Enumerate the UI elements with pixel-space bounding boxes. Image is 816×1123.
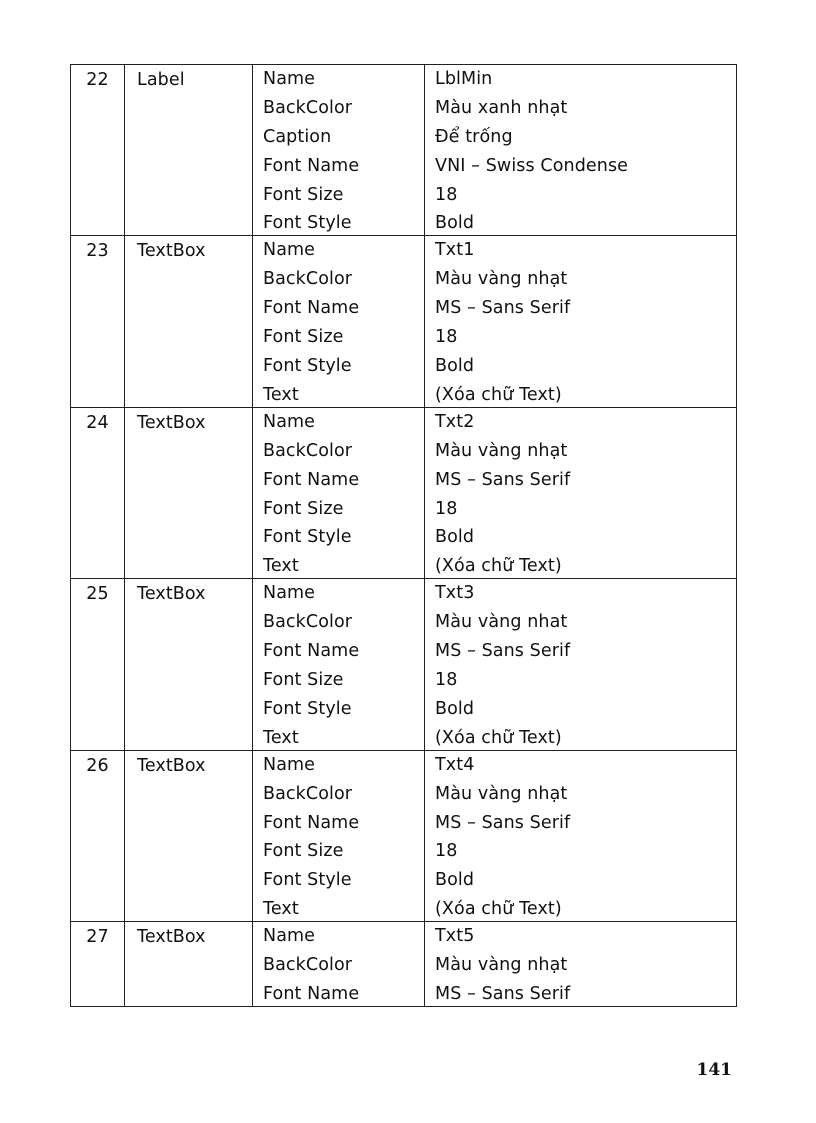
- property-value: Bold: [435, 213, 475, 234]
- property-value: 18: [435, 184, 458, 205]
- property-value: Txt4: [435, 754, 475, 775]
- property-name: BackColor: [263, 955, 353, 976]
- property-name: Font Size: [263, 841, 344, 862]
- property-name: BackColor: [263, 269, 353, 290]
- property-name: Font Size: [263, 670, 344, 691]
- property-name: Font Style: [263, 698, 352, 719]
- property-value: Màu vàng nhạt: [435, 269, 568, 290]
- property-value: LblMin: [435, 69, 493, 89]
- property-name: Font Style: [263, 527, 352, 548]
- property-values: [425, 922, 737, 1007]
- property-name: Name: [263, 583, 316, 604]
- property-table-body: [71, 65, 737, 1007]
- property-name: Name: [263, 69, 316, 89]
- property-names: [253, 922, 425, 1007]
- property-names: [253, 236, 425, 407]
- property-name: Font Name: [263, 298, 360, 319]
- property-name: Text: [263, 727, 299, 748]
- row-number: 24: [71, 407, 125, 578]
- property-value: 18: [435, 670, 458, 691]
- property-name: Font Style: [263, 213, 352, 234]
- property-name: Font Name: [263, 812, 360, 833]
- property-value: MS – Sans Serif: [435, 298, 571, 319]
- row-number: 26: [71, 750, 125, 921]
- row-number: 22: [71, 65, 125, 236]
- property-values: [425, 750, 737, 921]
- property-names: [253, 750, 425, 921]
- property-values: [425, 579, 737, 750]
- property-name: Text: [263, 384, 299, 405]
- property-name: BackColor: [263, 440, 353, 461]
- property-value: Txt3: [435, 583, 475, 604]
- property-value: Bold: [435, 527, 475, 548]
- property-value: Txt5: [435, 926, 475, 947]
- property-values: [425, 407, 737, 578]
- control-type: TextBox: [125, 236, 253, 407]
- row-number: 23: [71, 236, 125, 407]
- property-value: Màu vàng nhat: [435, 612, 568, 633]
- property-name: Font Size: [263, 498, 344, 519]
- property-value: Màu vàng nhạt: [435, 440, 568, 461]
- control-type: TextBox: [125, 407, 253, 578]
- property-value: Bold: [435, 356, 475, 377]
- property-value: (Xóa chữ Text): [435, 384, 562, 405]
- control-type: TextBox: [125, 750, 253, 921]
- table-row: [71, 750, 737, 921]
- property-name: Font Name: [263, 469, 360, 490]
- property-name: Font Name: [263, 641, 360, 662]
- table-row: [71, 579, 737, 750]
- property-name: Text: [263, 556, 299, 577]
- control-type: TextBox: [125, 922, 253, 1007]
- property-names: [253, 65, 425, 236]
- property-values: [425, 65, 737, 236]
- property-value: Màu xanh nhạt: [435, 97, 568, 118]
- property-values: [425, 236, 737, 407]
- row-number: 25: [71, 579, 125, 750]
- table-row: [71, 236, 737, 407]
- property-value: MS – Sans Serif: [435, 641, 571, 662]
- property-value: Txt2: [435, 411, 475, 432]
- property-value: MS – Sans Serif: [435, 812, 571, 833]
- property-value: Txt1: [435, 240, 475, 261]
- property-name: Font Style: [263, 870, 352, 891]
- property-names: [253, 579, 425, 750]
- property-value: MS – Sans Serif: [435, 469, 571, 490]
- property-names: [253, 407, 425, 578]
- table-row: [71, 922, 737, 1007]
- property-name: Font Name: [263, 984, 360, 1005]
- property-name: Font Name: [263, 155, 360, 176]
- property-value: 18: [435, 841, 458, 862]
- property-value: Bold: [435, 698, 475, 719]
- property-name: Font Size: [263, 184, 344, 205]
- property-name: Name: [263, 754, 316, 775]
- property-value: Màu vàng nhạt: [435, 955, 568, 976]
- property-table: [70, 64, 737, 1007]
- property-name: BackColor: [263, 97, 353, 118]
- property-value: 18: [435, 327, 458, 348]
- property-value: Bold: [435, 870, 475, 891]
- property-value: Để trống: [435, 126, 513, 147]
- property-name: BackColor: [263, 783, 353, 804]
- property-value: VNI – Swiss Condense: [435, 155, 629, 176]
- control-type: Label: [125, 65, 253, 236]
- property-name: Text: [263, 899, 299, 920]
- property-name: Font Size: [263, 327, 344, 348]
- property-name: Caption: [263, 126, 332, 147]
- property-name: Name: [263, 926, 316, 947]
- page-number: 141: [696, 1060, 732, 1080]
- property-name: Name: [263, 411, 316, 432]
- control-type: TextBox: [125, 579, 253, 750]
- property-value: (Xóa chữ Text): [435, 899, 562, 920]
- property-value: (Xóa chữ Text): [435, 556, 562, 577]
- property-value: MS – Sans Serif: [435, 984, 571, 1005]
- table-row: [71, 407, 737, 578]
- row-number: 27: [71, 922, 125, 1007]
- property-value: (Xóa chữ Text): [435, 727, 562, 748]
- property-value: 18: [435, 498, 458, 519]
- property-name: Name: [263, 240, 316, 261]
- property-value: Màu vàng nhạt: [435, 783, 568, 804]
- property-name: BackColor: [263, 612, 353, 633]
- table-row: [71, 65, 737, 236]
- property-name: Font Style: [263, 356, 352, 377]
